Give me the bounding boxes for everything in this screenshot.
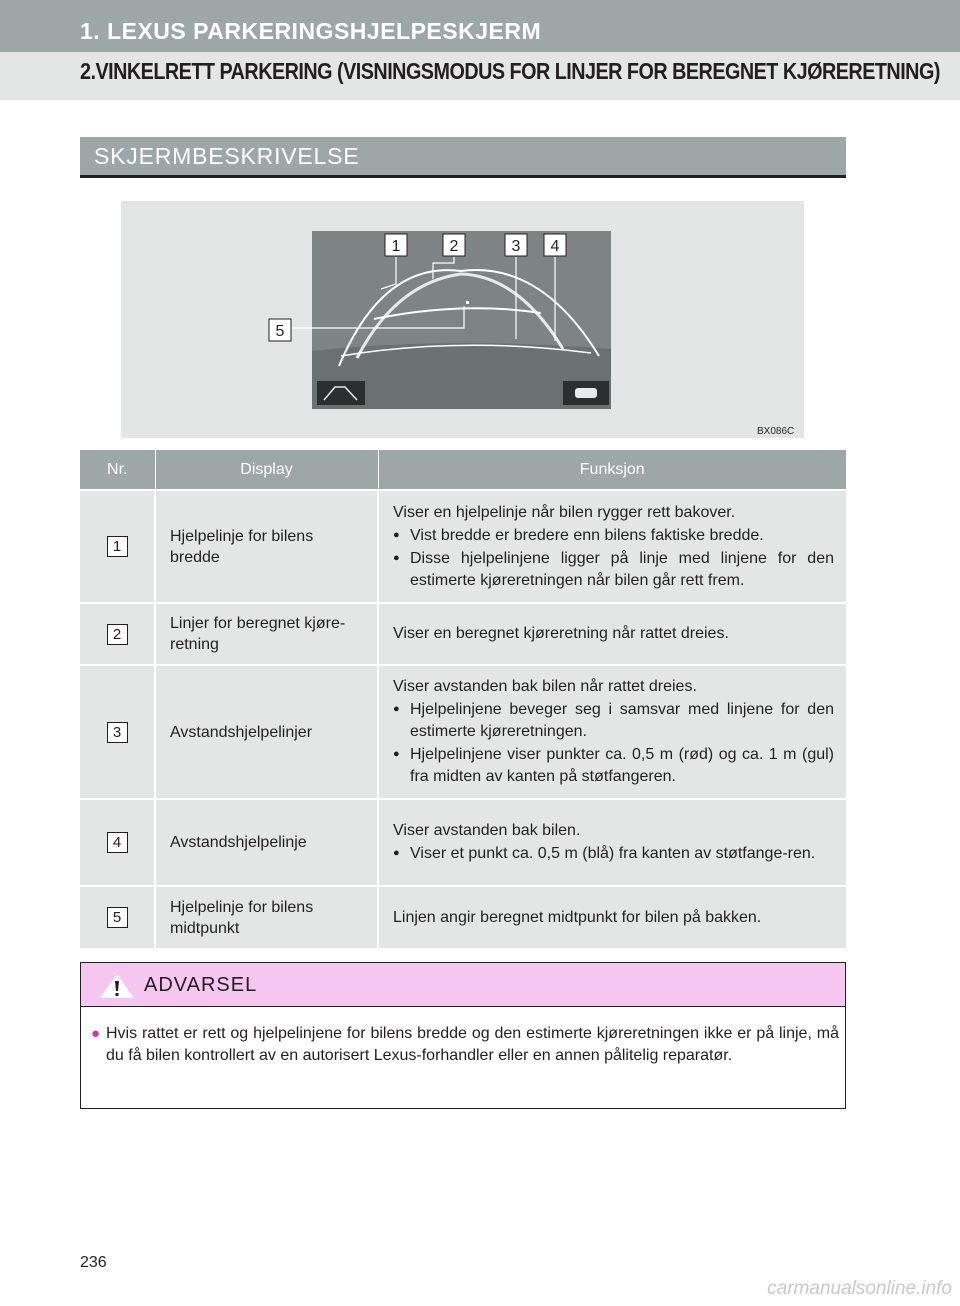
warning-box <box>80 962 846 1109</box>
row-intro: Viser en hjelpelinje når bilen rygger rett bakover. <box>393 503 736 521</box>
row-bullet: ● Hjelpelinjene viser punkter ca. 0,5 m (rød) og ca. 1 m (gul) fra midten av kanten på støtfangeren. <box>393 743 834 788</box>
row-bullet: ● Vist bredde er bredere enn bilens faktiske bredde. <box>393 524 834 547</box>
warning-title: ADVARSEL <box>144 974 258 996</box>
header-nr: Nr. <box>80 450 155 490</box>
header-function: Funksjon <box>378 450 846 490</box>
watermark: carmanualsonline.info <box>767 1278 952 1299</box>
row-bullet: ● Viser et punkt ca. 0,5 m (blå) fra kanten av støtfange-ren. <box>393 842 834 865</box>
callout-1: 1 <box>391 238 401 255</box>
section-title: 2.VINKELRETT PARKERING (VISNINGSMODUS FOR LINJER FOR BEREGNET KJØRERETNING) <box>80 58 940 84</box>
camera-screen-figure <box>121 201 804 438</box>
table-row <box>80 490 846 603</box>
row-number: 5 <box>107 907 128 928</box>
table-row <box>80 886 846 948</box>
row-display: Hjelpelinje for bilens midtpunkt <box>155 886 378 948</box>
row-display: Avstandshjelpelinje <box>155 799 378 886</box>
bullet-icon: ● <box>91 1025 101 1042</box>
header-display: Display <box>155 450 378 490</box>
row-number: 1 <box>107 536 128 557</box>
chapter-title: 1. LEXUS PARKERINGSHJELPESKJERM <box>80 18 542 44</box>
row-intro: Viser avstanden bak bilen. <box>393 822 581 839</box>
table-row <box>80 799 846 886</box>
row-number: 2 <box>107 624 128 645</box>
row-number: 3 <box>107 722 128 743</box>
row-intro: Viser avstanden bak bilen når rattet dreies. <box>393 678 697 695</box>
row-display: Avstandshjelpelinjer <box>155 665 378 799</box>
view-mode-icon <box>317 381 365 405</box>
callout-2: 2 <box>449 238 459 255</box>
row-display: Linjer for beregnet kjøre-retning <box>155 603 378 665</box>
figure-code: BX086C <box>757 426 795 437</box>
table-header-row <box>80 450 846 490</box>
callout-3: 3 <box>511 238 521 255</box>
row-bullet: ● Disse hjelpelinjene ligger på linje med linjene for den estimerte kjøreretningen når bilen går rett frem. <box>393 547 834 592</box>
row-intro: Linjen angir beregnet midtpunkt for bilen på bakken. <box>393 908 762 926</box>
warning-header <box>81 963 845 1007</box>
function-table <box>80 450 846 948</box>
subsection-heading <box>80 137 846 178</box>
callout-4: 4 <box>550 238 560 255</box>
camera-screen-illustration <box>121 201 804 438</box>
callout-5: 5 <box>275 323 285 340</box>
center-point <box>466 301 469 304</box>
row-number: 4 <box>107 832 128 853</box>
table-row <box>80 665 846 799</box>
table-row <box>80 603 846 665</box>
warning-triangle-icon <box>99 973 135 999</box>
page-number: 236 <box>80 1254 107 1271</box>
row-display: Hjelpelinje for bilens bredde <box>155 490 378 603</box>
subsection-title: SKJERMBESKRIVELSE <box>94 143 360 169</box>
row-bullet: ● Hjelpelinjene beveger seg i samsvar med linjene for den estimerte kjøreretningen. <box>393 698 834 743</box>
row-intro: Viser en beregnet kjøreretning når rattet dreies. <box>393 625 729 642</box>
warning-text: Hvis rattet er rett og hjelpelinjene for bilens bredde og den estimerte kjøreretningen ikke er på linje, må du få bilen kontrollert av en autorisert Lexus-forhandler eller en annen pålitelig reparatør. <box>106 1025 839 1064</box>
